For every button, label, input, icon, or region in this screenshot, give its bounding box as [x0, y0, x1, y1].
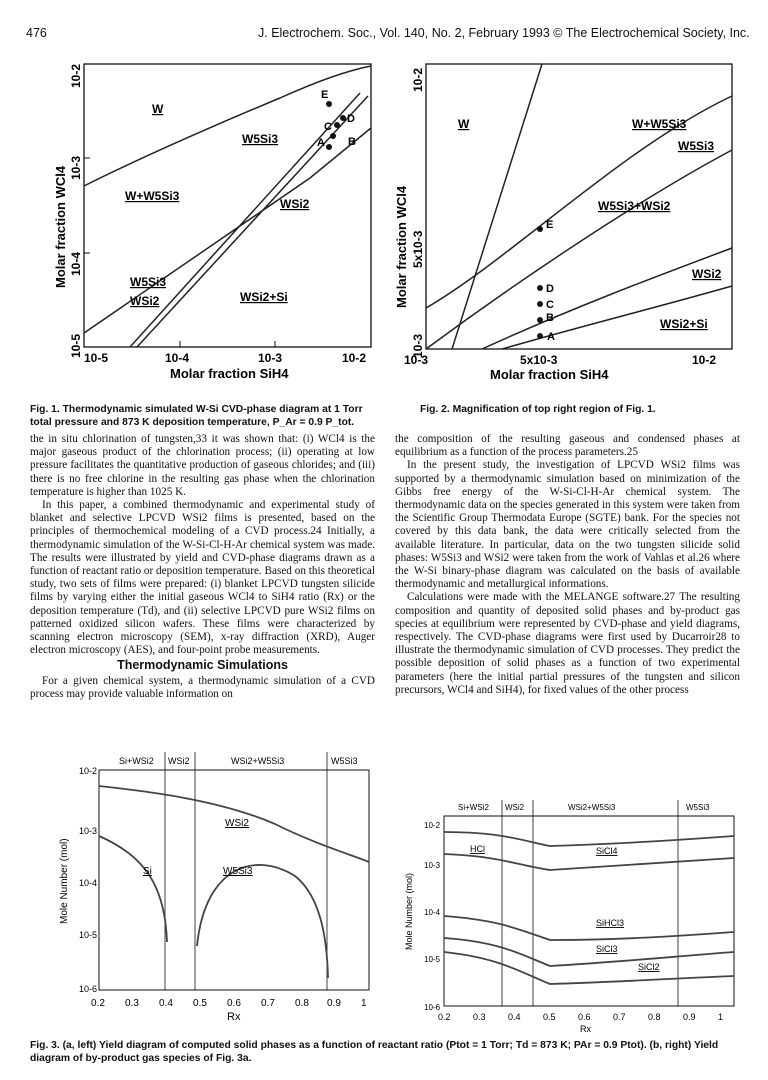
fig1-region-wsi2: WSi2	[280, 197, 310, 211]
fig1-xtick-2: 10-4	[165, 351, 190, 365]
right-paragraph-2: In the present study, the investigation of LPCVD WSi2 films was supported by a thermodynamic simulation based on minimization of the Gibbs free energy of the W-Si-Cl-H-Ar chemical system. The thermodynamic data on the species generated in this system were taken from the Scientific Group Thermodata Europe (SGTE) bank. For the species not covered by this data bank, the data were critically selected from the available literature. In particular, data on the two tungsten silicide solid phases: W5Si3 and WSi2 were taken from the work of Vahlas et al.26 where the W-Si binary-phase diagram was calculated on the basis of available thermodynamic and metallurgical informations.	[395, 459, 740, 591]
fig3a-ytick-4: 10-5	[79, 930, 98, 940]
fig2-ytick-3: 10-2	[411, 67, 425, 92]
fig3b-xtick-9: 1	[718, 1012, 724, 1022]
fig3a-xtick-9: 1	[361, 998, 367, 1009]
fig3b-curve-sicl4: SiCl4	[596, 846, 618, 856]
fig3a-region-wsi2-w5si3: WSi2+W5Si3	[231, 756, 285, 766]
fig2-region-wsi2: WSi2	[692, 267, 722, 281]
fig2-xtick-3: 10-2	[692, 353, 717, 367]
fig3-caption: Fig. 3. (a, left) Yield diagram of computed solid phases as a function of reactant ratio (Ptot = 1 Torr; Td = 873 K; PAr = 0.9 Ptot). (b, right) Yield diagram of by-product gas species of Fig. 3a.	[30, 1040, 719, 1064]
fig3a-curve-wsi2: WSi2	[225, 818, 249, 829]
fig3b-xlabel: Rx	[580, 1024, 591, 1034]
fig2-xlabel: Molar fraction SiH4	[490, 367, 609, 382]
fig1-point-a: A	[317, 137, 325, 149]
fig3a-xtick-6: 0.7	[261, 998, 275, 1009]
fig3b-region-wsi2: WSi2	[505, 803, 525, 812]
fig3b-ytick-2: 10-3	[424, 861, 441, 870]
fig3b-xtick-4: 0.5	[543, 1012, 556, 1022]
left-paragraph-3: For a given chemical system, a thermodynamic simulation of a CVD process may provide valuable information on	[30, 674, 375, 700]
fig2-point-c: C	[546, 299, 554, 311]
fig3a-xtick-3: 0.4	[159, 998, 173, 1009]
fig3a-ytick-1: 10-2	[79, 766, 98, 776]
fig3a-ylabel: Mole Number (mol)	[59, 838, 70, 924]
fig2-point-e: E	[546, 219, 554, 231]
right-paragraph-1: the composition of the resulting gaseous and condensed phases at equilibrium as a function of the process parameters.25	[395, 433, 740, 459]
fig1-region-wsi2-si: WSi2+Si	[240, 290, 288, 304]
left-column	[30, 433, 375, 701]
fig1-point-d: D	[347, 113, 355, 125]
fig3a-xtick-1: 0.2	[91, 998, 105, 1009]
fig1-region-w5si3-b: W5Si3	[130, 275, 167, 289]
fig3a-plot	[55, 746, 375, 1021]
fig3b-ylabel: Mole Number (mol)	[404, 872, 414, 950]
fig2-region-w: W	[458, 117, 470, 131]
fig2-xtick-1: 10-3	[404, 353, 429, 367]
fig3b-xtick-8: 0.9	[683, 1012, 696, 1022]
fig3a-xtick-7: 0.8	[295, 998, 309, 1009]
fig3a-curve-w5si3: W5Si3	[223, 866, 253, 877]
fig3b-ytick-1: 10-2	[424, 821, 441, 830]
fig2-caption: Fig. 2. Magnification of top right region of Fig. 1.	[420, 404, 656, 415]
fig1-ytick-1: 10-5	[69, 333, 83, 358]
fig1-region-wsi2-b: WSi2	[130, 294, 160, 308]
fig3b-ytick-3: 10-4	[424, 908, 441, 917]
fig3b-curve-sicl2: SiCl2	[638, 962, 660, 972]
fig1-point-e: E	[321, 89, 329, 101]
fig2-point-d: D	[546, 283, 554, 295]
section-title: Thermodynamic Simulations	[117, 658, 288, 673]
fig1-region-w: W	[152, 102, 164, 116]
fig2-point-a: A	[547, 331, 555, 343]
fig3b-curve-sicl3: SiCl3	[596, 944, 618, 954]
left-paragraph-2: In this paper, a combined thermodynamic and experimental study of blanket and selective LPCVD WSi2 films is presented, based on the principles of thermochemical modeling of a CVD process.24 Initially, a thermodynamic simulation of the W-Si-Cl-H-Ar chemical system was made. The results were illustrated by yield and CVD-phase diagrams drawn as a function of reactant ratio or deposition temperature. Based on this theoretical study, two sets of films were prepared: (i) blanket LPCVD tungsten silicide films by varying either the initial gaseous WCl4 to SiH4 ratio (Rx) or the deposition temperature (Td), and (ii) selective LPCVD pure WSi2 films on patterned oxidized silicon wafers. These films were characterized by scanning electron microscopy (SEM), x-ray diffraction (XRD), Auger electron microscopy (AES), and four-point probe measurements.	[30, 499, 375, 657]
fig3a-ytick-2: 10-3	[79, 826, 98, 836]
fig2-ylabel: Molar fraction WCl4	[394, 185, 409, 308]
fig3b-ytick-5: 10-6	[424, 1003, 441, 1012]
fig3a-region-wsi2: WSi2	[168, 756, 190, 766]
fig3b-curve-hcl: HCl	[470, 844, 485, 854]
fig3b-region-wsi2-w5si3: WSi2+W5Si3	[568, 803, 616, 812]
fig1-ytick-4: 10-2	[69, 63, 83, 88]
fig3b-ytick-4: 10-5	[424, 955, 441, 964]
fig3a-xlabel: Rx	[227, 1011, 241, 1021]
fig3a-curve-si: Si	[143, 866, 152, 877]
fig3b-region-si-wsi2: Si+WSi2	[458, 803, 489, 812]
left-paragraph-1: the in situ chlorination of tungsten,33 it was shown that: (i) WCl4 is the major gaseous product of the chlorination process; (ii) operating at low pressure facilitates the quantitative production of gaseous chlorides; and (iii) there is no free chlorine in the resulting gas phase when the chlorination temperature is higher than 1025 K.	[30, 433, 375, 498]
fig3b-xtick-3: 0.4	[508, 1012, 521, 1022]
fig2-plot	[392, 58, 742, 393]
fig3a-xtick-8: 0.9	[327, 998, 341, 1009]
fig3a-xtick-2: 0.3	[125, 998, 139, 1009]
fig3a-ytick-3: 10-4	[79, 878, 98, 888]
fig1-ytick-3: 10-3	[69, 155, 83, 180]
fig1-region-w-w5si3: W+W5Si3	[125, 189, 180, 203]
page-number: 476	[26, 26, 47, 40]
fig1-xtick-1: 10-5	[84, 351, 109, 365]
fig1-ytick-2: 10-4	[69, 251, 83, 276]
fig1-point-c: C	[324, 121, 332, 133]
fig1-point-b: B	[348, 136, 356, 148]
fig2-region-w5si3-wsi2: W5Si3+WSi2	[598, 199, 671, 213]
fig2-ytick-1: 10-3	[411, 333, 425, 358]
fig1-xtick-3: 10-3	[258, 351, 283, 365]
fig3b-xtick-5: 0.6	[578, 1012, 591, 1022]
fig3b-xtick-6: 0.7	[613, 1012, 626, 1022]
fig2-region-w-w5si3: W+W5Si3	[632, 117, 687, 131]
fig1-xlabel: Molar fraction SiH4	[170, 366, 289, 381]
fig1-plot	[30, 58, 375, 393]
fig3b-xtick-7: 0.8	[648, 1012, 661, 1022]
fig3a-xtick-4: 0.5	[193, 998, 207, 1009]
fig1-xtick-4: 10-2	[342, 351, 367, 365]
running-title: J. Electrochem. Soc., Vol. 140, No. 2, February 1993 © The Electrochemical Society, Inc.	[258, 26, 750, 40]
fig3a-xtick-5: 0.6	[227, 998, 241, 1009]
fig3b-plot	[400, 770, 745, 1035]
fig2-point-b: B	[546, 312, 554, 324]
right-paragraph-3: Calculations were made with the MELANGE software.27 The resulting composition and quantity of deposited solid phases and by-product gas species at equilibrium were represented by CVD-phase and yield diagrams, respectively. The CVD-phase diagrams were first used by Ducarroir28 to illustrate the thermodynamic simulation of CVD processes. They predict the possible deposition of solid phases as a function of two experimental parameters (here the initial partial pressures of the tungsten and silicon precursors, WCl4 and SiH4), for fixed values of the other process	[395, 591, 740, 696]
fig1-caption: Fig. 1. Thermodynamic simulated W-Si CVD-phase diagram at 1 Torr total pressure and 873 K deposition temperature, P_Ar = 0.9 P_tot.	[30, 404, 363, 428]
fig1-ylabel: Molar fraction WCl4	[53, 165, 68, 288]
fig3a-region-w5si3: W5Si3	[331, 756, 358, 766]
fig2-xtick-2: 5x10-3	[520, 353, 558, 367]
fig2-ytick-2: 5x10-3	[411, 230, 425, 268]
right-column	[395, 433, 740, 697]
fig3a-region-si-wsi2: Si+WSi2	[119, 756, 154, 766]
fig2-region-w5si3: W5Si3	[678, 139, 715, 153]
fig3b-xtick-2: 0.3	[473, 1012, 486, 1022]
fig3b-region-w5si3: W5Si3	[686, 803, 710, 812]
fig3b-xtick-1: 0.2	[438, 1012, 451, 1022]
fig3b-curve-sihcl3: SiHCl3	[596, 918, 625, 928]
fig3a-ytick-5: 10-6	[79, 984, 98, 994]
fig1-region-w5si3: W5Si3	[242, 132, 279, 146]
fig2-region-wsi2-si: WSi2+Si	[660, 317, 708, 331]
